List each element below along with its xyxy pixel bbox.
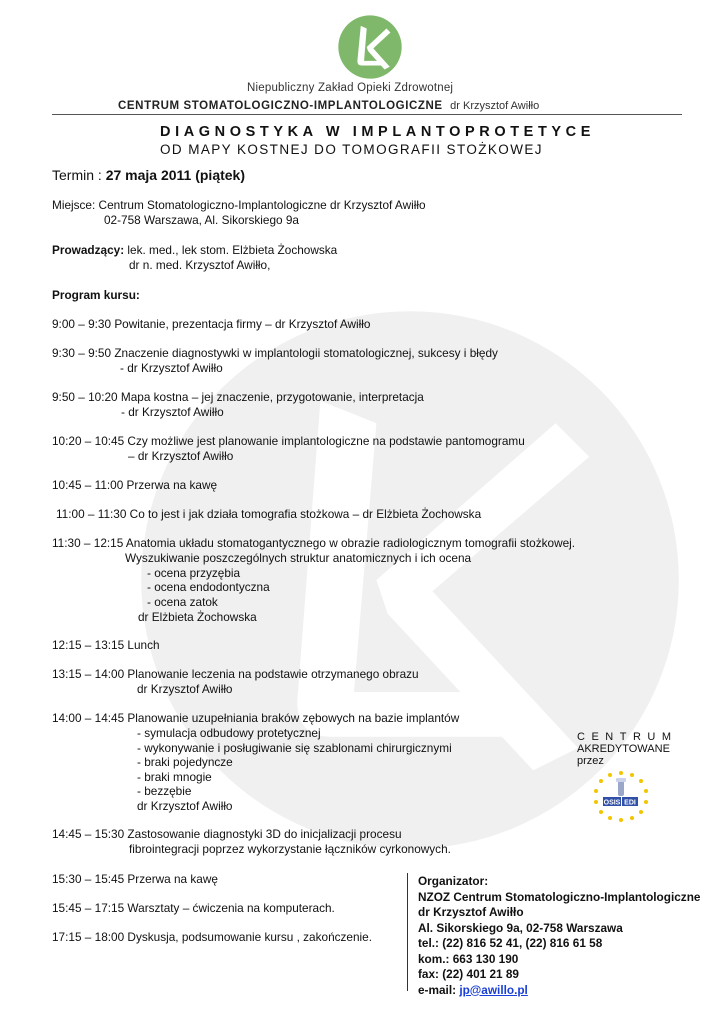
program-item: dr Elżbieta Żochowska <box>138 610 257 624</box>
program-item: 14:00 – 14:45 Planowanie uzupełniania braków zębowych na bazie implantów <box>52 711 460 725</box>
organizer-tel: tel.: (22) 816 52 41, (22) 816 61 58 <box>418 936 603 950</box>
email-link[interactable]: jp@awillo.pl <box>459 982 528 997</box>
program-item: - ocena zatok <box>147 595 218 609</box>
badge-right-text: EDI <box>624 799 636 807</box>
organizer-divider <box>407 873 408 991</box>
accreditation-line2: AKREDYTOWANE <box>577 743 670 755</box>
program-item: 9:50 – 10:20 Mapa kostna – jej znaczenie, przygotowanie, interpretacja <box>52 390 424 404</box>
program-item: - bezzębie <box>137 784 192 798</box>
org-owner-name: dr Krzysztof Awiłło <box>450 100 540 112</box>
program-item: 11:00 – 11:30 Co to jest i jak działa tomografia stożkowa – dr Elżbieta Żochowska <box>56 507 482 521</box>
org-name-line <box>118 96 539 114</box>
accreditation-text <box>577 731 678 767</box>
program-item: 10:20 – 10:45 Czy możliwe jest planowanie implantologiczne na podstawie pantomogramu <box>52 434 525 448</box>
termin-value: 27 maja 2011 (piątek) <box>105 167 245 183</box>
organizer-line2: dr Krzysztof Awiłło <box>418 905 524 919</box>
termin-label: Termin : <box>52 167 102 183</box>
accreditation-line1: CENTRUM <box>577 731 678 743</box>
program-item: - ocena endodontyczna <box>147 580 270 594</box>
miejsce-label: Miejsce: <box>52 198 96 212</box>
program-item: Wyszukiwanie poszczególnych struktur anatomicznych i ich ocena <box>125 551 472 565</box>
organizer-fax: fax: (22) 401 21 89 <box>418 967 519 981</box>
organizer-box <box>418 874 700 998</box>
org-name-bold: CENTRUM STOMATOLOGICZNO-IMPLANTOLOGICZNE <box>118 100 443 112</box>
prowadzacy-label: Prowadzący: <box>52 243 125 257</box>
termin-line <box>52 167 245 183</box>
program-item: - braki pojedyncze <box>137 755 233 769</box>
program-item: - dr Krzysztof Awiłło <box>121 405 224 419</box>
miejsce-value: Centrum Stomatologiczno-Implantologiczne dr Krzysztof Awiłło <box>98 198 426 212</box>
prowadzacy-second: dr n. med. Krzysztof Awiłło, <box>129 258 271 272</box>
miejsce-line <box>52 198 426 213</box>
program-item: - braki mnogie <box>137 770 212 784</box>
program-label: Program kursu: <box>52 288 140 302</box>
prowadzacy-value: lek. med., lek stom. Elżbieta Żochowska <box>127 243 338 257</box>
program-item: - dr Krzysztof Awiłło <box>120 361 223 375</box>
program-item: - wykonywanie i posługiwanie się szablonami chirurgicznymi <box>137 741 452 755</box>
program-item: 9:30 – 9:50 Znaczenie diagnostywki w implantologii stomatologicznej, sukcesy i błędy <box>52 346 498 360</box>
program-item: dr Krzysztof Awiłło <box>137 682 233 696</box>
program-item: dr Krzysztof Awiłło <box>137 799 233 813</box>
program-item: 15:30 – 15:45 Przerwa na kawę <box>52 872 218 886</box>
program-item: 13:15 – 14:00 Planowanie leczenia na podstawie otrzymanego obrazu <box>52 667 419 681</box>
miejsce-address: 02-758 Warszawa, Al. Sikorskiego 9a <box>104 213 299 227</box>
program-item: 12:15 – 13:15 Lunch <box>52 638 160 652</box>
program-item: 9:00 – 9:30 Powitanie, prezentacja firmy – dr Krzysztof Awiłło <box>52 317 371 331</box>
organizer-kom: kom.: 663 130 190 <box>418 951 519 966</box>
badge-left-text: OSIS <box>603 799 621 807</box>
osis-edi-badge-icon <box>585 770 657 822</box>
kl-logo-icon <box>337 14 403 80</box>
organizer-address: Al. Sikorskiego 9a, 02-758 Warszawa <box>418 920 623 935</box>
email-label: e-mail: <box>418 982 457 997</box>
header-divider <box>52 114 682 115</box>
program-item: 17:15 – 18:00 Dyskusja, podsumowanie kursu , zakończenie. <box>52 930 373 944</box>
program-item: 15:45 – 17:15 Warsztaty – ćwiczenia na komputerach. <box>52 901 335 915</box>
program-item: – dr Krzysztof Awiłło <box>128 449 234 463</box>
program-item: - ocena przyzębia <box>147 566 241 580</box>
organizer-label: Organizator: <box>418 874 489 888</box>
program-item: 10:45 – 11:00 Przerwa na kawę <box>52 478 218 492</box>
accreditation-line3: przez <box>577 755 604 767</box>
program-item: 11:30 – 12:15 Anatomia układu stomatogantycznego w obrazie radiologicznym tomografii stożkowej. <box>52 536 576 550</box>
org-type-line: Niepubliczny Zakład Opieki Zdrowotnej <box>247 82 454 94</box>
organizer-email-line <box>418 983 700 999</box>
program-item: fibrointegracji poprzez wykorzystanie łączników cyrkonowych. <box>129 842 451 856</box>
program-item: - symulacja odbudowy protetycznej <box>137 726 321 740</box>
organizer-line1: NZOZ Centrum Stomatologiczno-Implantologiczne <box>418 889 701 904</box>
prowadzacy-line <box>52 243 337 258</box>
page-title: DIAGNOSTYKA W IMPLANTOPROTETYCE <box>160 124 596 140</box>
page-subtitle: OD MAPY KOSTNEJ DO TOMOGRAFII STOŻKOWEJ <box>160 142 543 157</box>
program-item: 14:45 – 15:30 Zastosowanie diagnostyki 3D do inicjalizacji procesu <box>52 827 402 841</box>
